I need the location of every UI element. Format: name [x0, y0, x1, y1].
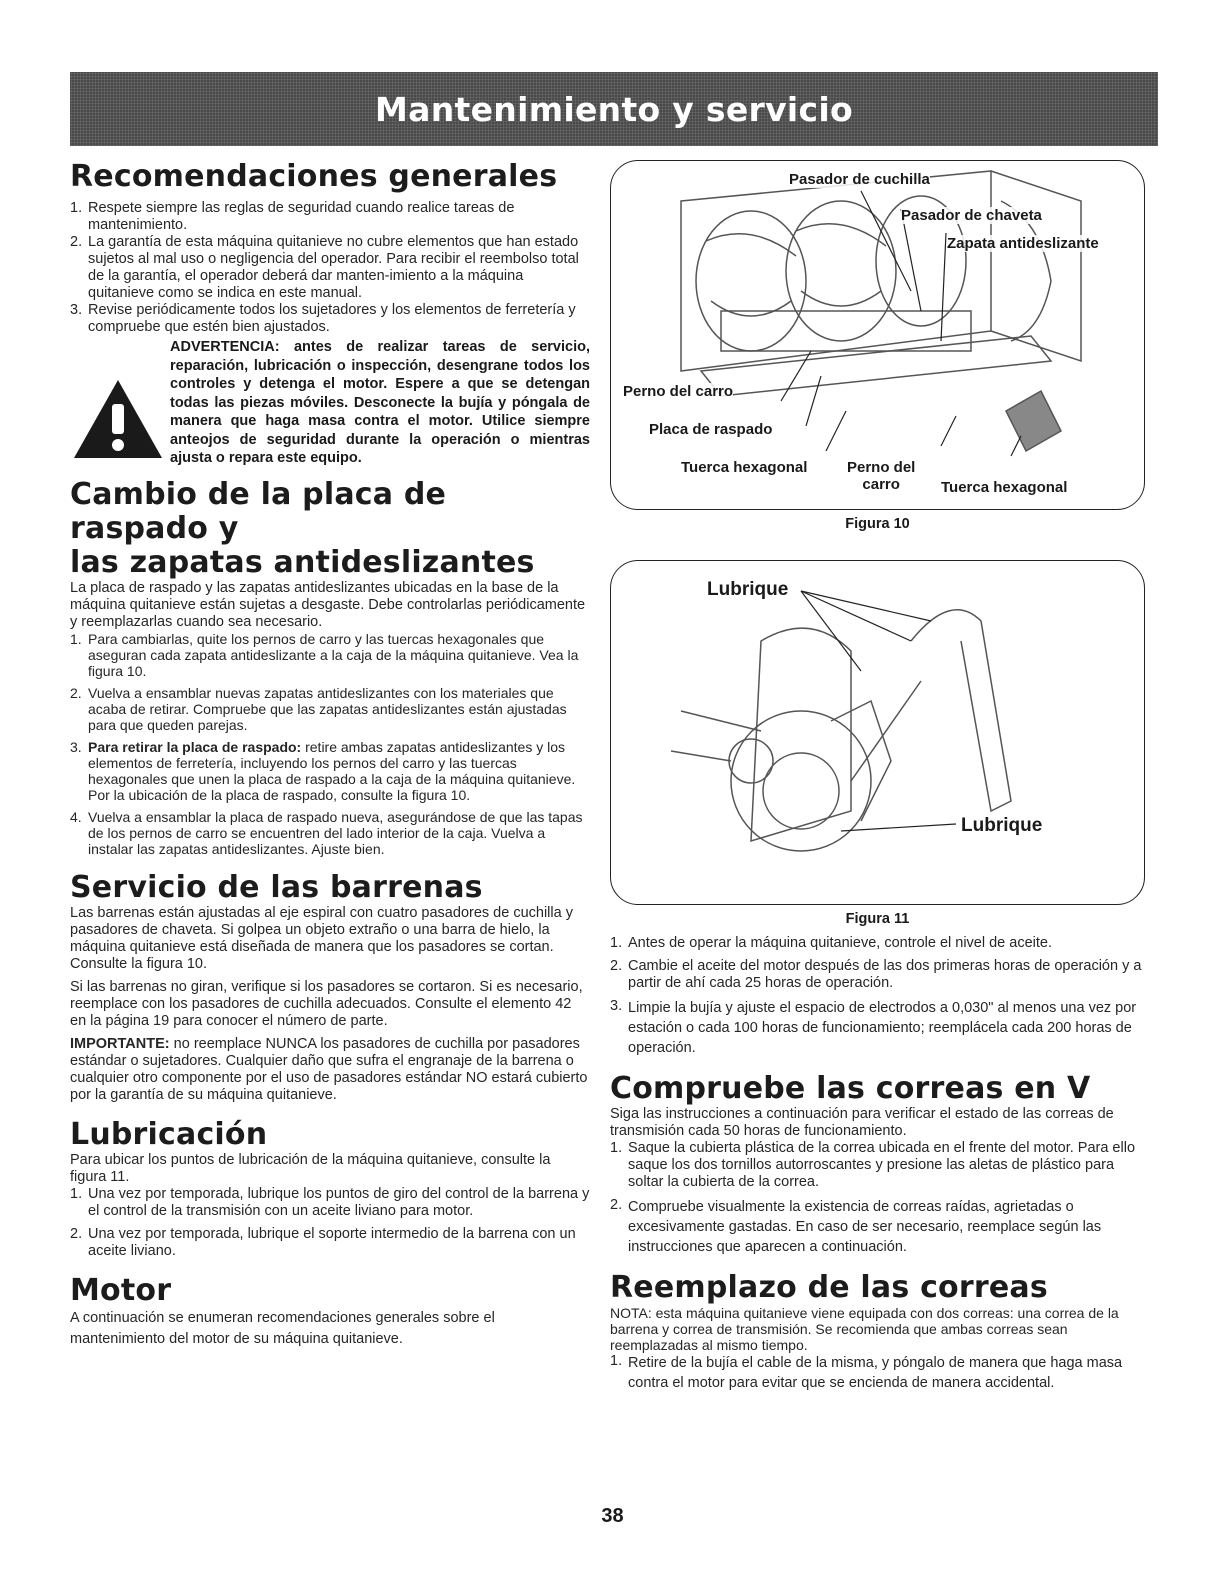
barrenas-p1: Las barrenas están ajustadas al eje espiral con cuatro pasadores de cuchilla y pasadores de chaveta. Si golpea un objeto extraño o una barra de hielo, la máquina quitanieve está diseñada de manera que los pasadores se cortan. Consulte la figura 10.: [70, 904, 573, 972]
list-item: 2. Una vez por temporada, lubrique el soporte intermedio de la barrena con un aceite liviano.: [70, 1225, 576, 1259]
label-zapata: Zapata antideslizante: [947, 235, 1099, 252]
label-tuerca-1: Tuerca hexagonal: [681, 459, 808, 476]
label-lubrique-right: Lubrique: [961, 815, 1043, 836]
lubricacion-intro: Para ubicar los puntos de lubricación de la máquina quitanieve, consulte la figura 11.: [70, 1151, 551, 1185]
heading-cambio: Cambio de la placa de raspado y las zapatas antideslizantes: [70, 476, 535, 580]
list-item: 2. Compruebe visualmente la existencia de correas raídas, agrietadas o excesivamente gastadas. En caso de ser necesario, reemplace según las instrucciones que aparecen a continuación.: [610, 1197, 1102, 1255]
list-item: 2. La garantía de esta máquina quitanieve no cubre elementos que han estado sujetos al mal uso o negligencia del operador. Para recibir el reembolso total de la garantía, el operador deberá dar manten-imiento a la máquina quitanieve como se indica en este manual.: [70, 234, 579, 301]
right-column: [610, 160, 1145, 1393]
warning-block: [70, 338, 590, 468]
cambio-intro: La placa de raspado y las zapatas antideslizantes ubicadas en la base de la máquina quitanieve están sujetas a desgaste. Debe controlarlas periódicamente y reemplazarlas cuando sea necesario.: [70, 579, 586, 630]
motor-intro: A continuación se enumeran recomendaciones generales sobre el mantenimiento del motor de su máquina quitanieve.: [70, 1309, 495, 1347]
warning-triangle-icon: [70, 338, 170, 468]
reemplazo-nota: NOTA: esta máquina quitanieve viene equipada con dos correas: una correa de la barrena y correa de transmisión. Se recomienda que ambas correas sean reemplazadas al mismo tiempo.: [610, 1305, 1119, 1353]
section-title: Mantenimiento y servicio: [375, 89, 853, 129]
figure-10: [610, 160, 1145, 510]
list-item: 1. Para cambiarlas, quite los pernos de carro y las tuercas hexagonales que aseguran cada zapata antideslizante a la caja de la máquina quitanieve. Vea la figura 10.: [70, 630, 579, 679]
figure-11-caption: Figura 11: [845, 911, 910, 927]
cambio-list: [70, 631, 590, 857]
label-pasador-chaveta: Pasador de chaveta: [901, 207, 1042, 224]
list-item: 3. Limpie la bujía y ajuste el espacio de electrodos a 0,030" al menos una vez por estación o cada 100 horas de funcionamiento; reemplácela cada 200 horas de operación.: [610, 998, 1137, 1056]
list-item: 3. Revise periódicamente todos los sujetadores y los elementos de ferretería y compruebe que estén bien ajustados.: [70, 302, 576, 335]
section-banner: [70, 72, 1158, 146]
list-item: 4. Vuelva a ensamblar la placa de raspado nueva, asegurándose de que las tapas de los pernos de carro se encuentren del lado interior de la caja. Vuelva a instalar las zapatas antideslizantes. Ajuste bien.: [70, 808, 583, 857]
lubricacion-list: [70, 1186, 590, 1260]
heading-lubricacion: Lubricación: [70, 1116, 268, 1152]
warning-text: ADVERTENCIA: antes de realizar tareas de servicio, reparación, lubricación o inspección, desengrane todos los controles y detenga el motor. Espere a que se detengan todas las piezas móviles. Desconecte la bujía y póngala de manera que haga masa contra el motor. Utilice siempre anteojos de seguridad durante la operación o mientras ajusta o repara este equipo.: [170, 339, 590, 466]
list-item: 2. Cambie el aceite del motor después de las dos primeras horas de operación y a partir de ahí cada 25 horas de operación.: [610, 958, 1142, 991]
figure-10-caption: Figura 10: [845, 516, 910, 532]
correas-list: [610, 1140, 1145, 1257]
list-item: 3. Para retirar la placa de raspado: retire ambas zapatas antideslizantes y los elementos de ferretería, incluyendo los pernos del carro y las tuercas hexagonales que unen la placa de raspado a la caja de la máquina quitanieve. Por la ubicación de la placa de raspado, consulte la figura 10.: [70, 738, 576, 803]
label-perno-carro-2: Perno del carro: [847, 459, 916, 493]
label-placa: Placa de raspado: [649, 421, 773, 438]
reemplazo-list: [610, 1353, 1145, 1393]
general-list: [70, 200, 590, 336]
figure-11: [610, 560, 1145, 905]
list-item: 1. Respete siempre las reglas de seguridad cuando realice tareas de mantenimiento.: [70, 200, 515, 233]
label-tuerca-2: Tuerca hexagonal: [941, 479, 1068, 496]
left-column: [70, 160, 590, 1350]
drive-belt-illustration: [611, 561, 1145, 905]
heading-barrenas: Servicio de las barrenas: [70, 869, 483, 905]
list-item: 1. Retire de la bujía el cable de la misma, y póngalo de manera que haga masa contra el motor para evitar que se encienda de manera accidental.: [610, 1353, 1123, 1391]
label-lubrique-top: Lubrique: [707, 579, 789, 600]
heading-general: Recomendaciones generales: [70, 159, 558, 194]
label-pasador-cuchilla: Pasador de cuchilla: [789, 171, 930, 188]
heading-motor: Motor: [70, 1272, 172, 1308]
list-item: 1. Una vez por temporada, lubrique los puntos de giro del control de la barrena y el control de la transmisión con un aceite liviano para motor.: [70, 1185, 590, 1219]
list-item: 1. Antes de operar la máquina quitanieve, controle el nivel de aceite.: [610, 935, 1052, 951]
barrenas-p2: Si las barrenas no giran, verifique si los pasadores se cortaron. Si es necesario, reemplace con los pasadores de cuchilla adecuados. Consulte el elemento 42 en la página 19 para conocer el número de parte.: [70, 978, 583, 1029]
list-item: 2. Vuelva a ensamblar nuevas zapatas antideslizantes con los materiales que acaba de retirar. Compruebe que las zapatas antideslizantes están ajustadas para que queden parejas.: [70, 684, 567, 733]
auger-housing-illustration: [611, 161, 1145, 510]
heading-correas: Compruebe las correas en V: [610, 1071, 1091, 1106]
page-number: 38: [601, 1505, 624, 1527]
label-perno-carro-1: Perno del carro: [623, 383, 734, 400]
heading-reemplazo: Reemplazo de las correas: [610, 1270, 1048, 1305]
barrenas-p3: IMPORTANTE: no reemplace NUNCA los pasadores de cuchilla por pasadores estándar o sujetadores. Cualquier daño que sufra el engranaje de la barrena o cualquier otro componente por el uso de pasadores estándar NO estará cubierto por la garantía de su máquina quitanieve.: [70, 1035, 588, 1103]
list-item: 1. Saque la cubierta plástica de la correa ubicada en el frente del motor. Para ello saque los dos tornillos autorroscantes y presione las aletas de plástico para soltar la cubierta de la correa.: [610, 1140, 1136, 1190]
motor-list: [610, 935, 1145, 1058]
correas-intro: Siga las instrucciones a continuación para verificar el estado de las correas de transmisión cada 50 horas de funcionamiento.: [610, 1106, 1114, 1139]
